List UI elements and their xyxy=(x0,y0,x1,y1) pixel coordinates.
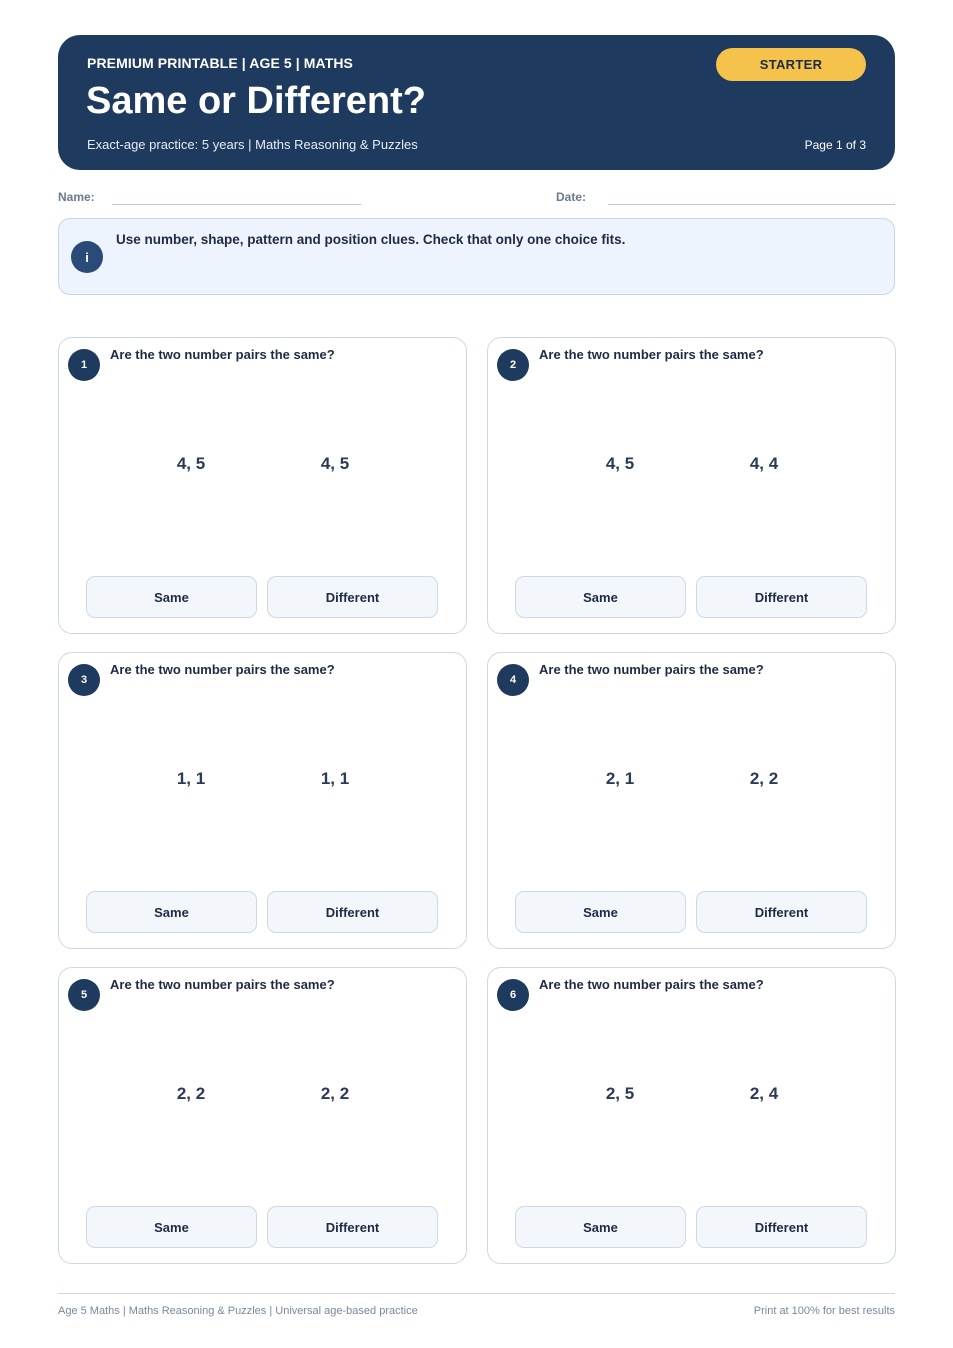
right-number-pair: 4, 5 xyxy=(320,454,350,473)
header-subtitle: Exact-age practice: 5 years | Maths Reasoning & Puzzles xyxy=(87,137,418,152)
page-title: Same or Different? xyxy=(86,80,426,122)
instructions-text: Use number, shape, pattern and position clues. Check that only one choice fits. xyxy=(116,232,626,247)
instructions-box xyxy=(58,218,895,295)
question-prompt: Are the two number pairs the same? xyxy=(110,347,335,362)
left-number-pair: 2, 5 xyxy=(605,1084,635,1103)
different-button[interactable]: Different xyxy=(267,576,438,618)
right-number-pair: 2, 2 xyxy=(749,769,779,788)
same-button[interactable]: Same xyxy=(515,576,686,618)
question-card-4 xyxy=(487,652,896,949)
right-number-pair: 1, 1 xyxy=(320,769,350,788)
different-button[interactable]: Different xyxy=(267,1206,438,1248)
level-badge: STARTER xyxy=(716,48,866,81)
question-number-badge: 3 xyxy=(68,664,100,696)
left-number-pair: 2, 2 xyxy=(176,1084,206,1103)
question-prompt: Are the two number pairs the same? xyxy=(539,977,764,992)
worksheet-header xyxy=(58,35,895,170)
question-prompt: Are the two number pairs the same? xyxy=(539,347,764,362)
footer-left-text: Age 5 Maths | Maths Reasoning & Puzzles | Universal age-based practice xyxy=(58,1305,418,1317)
left-number-pair: 2, 1 xyxy=(605,769,635,788)
same-button[interactable]: Same xyxy=(86,891,257,933)
name-label: Name: xyxy=(58,190,95,204)
question-card-6 xyxy=(487,967,896,1264)
left-number-pair: 4, 5 xyxy=(605,454,635,473)
header-eyebrow: PREMIUM PRINTABLE | AGE 5 | MATHS xyxy=(87,55,353,71)
right-number-pair: 4, 4 xyxy=(749,454,779,473)
question-prompt: Are the two number pairs the same? xyxy=(110,662,335,677)
footer-divider xyxy=(58,1293,895,1294)
same-button[interactable]: Same xyxy=(515,891,686,933)
right-number-pair: 2, 4 xyxy=(749,1084,779,1103)
question-number-badge: 2 xyxy=(497,349,529,381)
different-button[interactable]: Different xyxy=(267,891,438,933)
question-prompt: Are the two number pairs the same? xyxy=(110,977,335,992)
question-card-1 xyxy=(58,337,467,634)
left-number-pair: 4, 5 xyxy=(176,454,206,473)
same-button[interactable]: Same xyxy=(515,1206,686,1248)
info-icon: i xyxy=(71,241,103,273)
question-card-3 xyxy=(58,652,467,949)
left-number-pair: 1, 1 xyxy=(176,769,206,788)
same-button[interactable]: Same xyxy=(86,1206,257,1248)
question-card-5 xyxy=(58,967,467,1264)
name-field[interactable] xyxy=(112,204,361,205)
different-button[interactable]: Different xyxy=(696,891,867,933)
date-field[interactable] xyxy=(608,204,895,205)
page-indicator: Page 1 of 3 xyxy=(804,138,866,152)
question-number-badge: 5 xyxy=(68,979,100,1011)
same-button[interactable]: Same xyxy=(86,576,257,618)
different-button[interactable]: Different xyxy=(696,1206,867,1248)
question-number-badge: 4 xyxy=(497,664,529,696)
right-number-pair: 2, 2 xyxy=(320,1084,350,1103)
date-label: Date: xyxy=(556,190,587,204)
different-button[interactable]: Different xyxy=(696,576,867,618)
question-number-badge: 1 xyxy=(68,349,100,381)
question-number-badge: 6 xyxy=(497,979,529,1011)
question-card-2 xyxy=(487,337,896,634)
footer-right-text: Print at 100% for best results xyxy=(753,1305,895,1317)
question-prompt: Are the two number pairs the same? xyxy=(539,662,764,677)
